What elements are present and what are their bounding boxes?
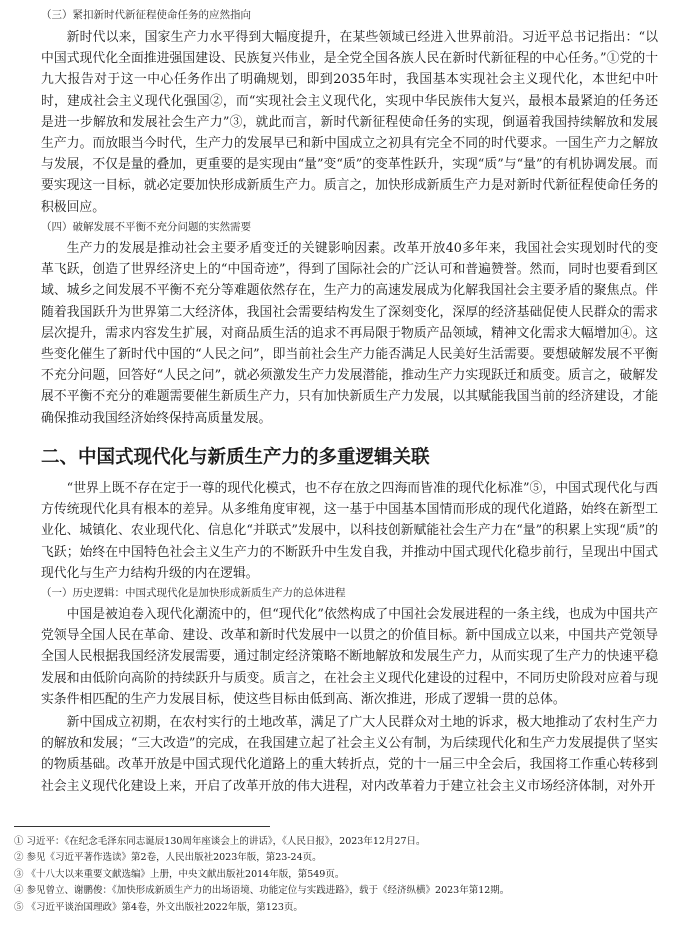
section-4-paragraph: 生产力的发展是推动社会主要矛盾变迁的关键影响因素。改革开放40多年来，我国社会实现划时代的变革飞跃，创造了世界经济史上的“中国奇迹”，得到了国际社会的广泛认可和普遍赞誉。然而，同时也要看到区域、城乡之间发展不平衡不充分等难题依然存在，生产力的高速发展成为化解我国社会主要矛盾的聚焦点。伴随着我国跃升为世界第二大经济体，我国社会需要结构发生了深刻变化，深厚的经济基础促使人民群众的需求层次提升，需求内容发生扩展，对商品质生活的追求不再局限于物质产品领域，精神文化需求大幅增加④。这些变化催生了新时代中国的“人民之问”，即当前社会生产力能否满足人民美好生活需要。要想破解发展不平衡不充分问题，回答好“人民之问”，就必须激发生产力发展潜能，推动生产力实现跃迁和质变。质言之，破解发展不平衡不充分的难题需要催生新质生产力，只有加快新质生产力发展，以其赋能我国当前的经济建设，才能确保推动我国经济始终保持高质量发展。 xyxy=(41,241,658,426)
section-3-paragraph: 新时代以来，国家生产力水平得到大幅度提升，在某些领域已经进入世界前沿。习近平总书记指出：“以中国式现代化全面推进强国建设、民族复兴伟业，是全党全国各族人民在新时代新征程的中心任务。”①党的十九大报告对于这一中心任务作出了明确规划，即到2035年时，我国基本实现社会主义现代化，本世纪中叶时，建成社会主义现代化强国②，而“实现社会主义现代化，实现中华民族伟大复兴，最根本最紧迫的任务还是进一步解放和发展社会生产力”③，就此而言，新时代新征程使命任务的实现，倒逼着我国持续解放和发展生产力。而放眼当今时代，生产力的发展早已和新中国成立之初具有完全不同的时代要求。一国生产力之解放与发展，不仅是量的叠加，更重要的是实现由“量”变“质”的变革性跃升，实现“质”与“量”的有机协调发展。而要实现这一目标，就必定要加快形成新质生产力。质言之，加快形成新质生产力是对新时代新征程使命任务的积极回应。 xyxy=(41,30,658,215)
section-heading-4: （四）破解发展不平衡不充分问题的实然需要 xyxy=(41,221,251,233)
footnote-5: ⑤ 《习近平谈治国理政》第4卷，外文出版社2022年版，第123页。 xyxy=(14,901,303,913)
footnote-list xyxy=(14,834,664,916)
footnote-1: ① 习近平：《在纪念毛泽东同志诞辰130周年座谈会上的讲话》，《人民日报》，2023年12月27日。 xyxy=(14,836,426,847)
part-2-intro-paragraph: “世界上既不存在定于一尊的现代化模式，也不存在放之四海而皆准的现代化标准”⑤，中国式现代化与西方传统现代化具有根本的差异。从多维角度审视，这一基于中国基本国情而形成的现代化道路，始终在新型工业化、城镇化、农业现代化、信息化“并联式”发展中，以科技创新赋能社会生产力在“量”的积累上实现“质”的飞跃；始终在中国特色社会主义生产力的不断跃升中生发自我，并推动中国式现代化稳步前行，呈现出中国式现代化与生产力结构升级的内在逻辑。 xyxy=(41,481,658,581)
section-heading-3: （三）紧扣新时代新征程使命任务的应然指向 xyxy=(41,9,251,21)
footnote-3: ③ 《十八大以来重要文献选编》上册，中央文献出版社2014年版，第549页。 xyxy=(14,868,345,880)
footnote-4: ④ 参见曾立、谢鹏俊：《加快形成新质生产力的出场语境、功能定位与实践进路》，载于《经济纵横》2023年第12期。 xyxy=(14,885,510,897)
subsection-1-paragraph-1: 中国是被迫卷入现代化潮流中的，但“现代化”依然构成了中国社会发展进程的一条主线，也成为中国共产党领导全国人民在革命、建设、改革和新时代发展中一以贯之的价值目标。新中国成立以来，中国共产党领导全国人民根据我国经济发展需要，通过制定经济策略不断地解放和发展生产力，从而实现了生产力的快速平稳发展和由低阶向高阶的持续跃升与质变。质言之，在社会主义现代化建设的过程中，不同历史阶段对应着与现实条件相匹配的生产力发展目标，使这些目标由低到高、渐次推进，形成了逻辑一贯的总体。 xyxy=(41,607,658,707)
footnote-2: ② 参见《习近平著作选读》第2卷，人民出版社2023年版，第23-24页。 xyxy=(14,852,322,864)
part-2-heading: 二、中国式现代化与新质生产力的多重逻辑关联 xyxy=(41,447,430,468)
footnote-divider xyxy=(14,826,270,827)
subsection-1-paragraph-2: 新中国成立初期，在农村实行的土地改革，满足了广大人民群众对土地的诉求，极大地推动了农村生产力的解放和发展；“三大改造”的完成，在我国建立起了社会主义公有制，为后续现代化和生产力发展提供了坚实的物质基础。改革开放是中国式现代化道路上的重大转折点，党的十一届三中全会后，我国将工作重心转移到社会主义现代化建设上来，开启了改革开放的伟大进程，对内改革着力于建立社会主义市场经济体制，对外开 xyxy=(41,715,658,794)
subsection-heading-1: （一）历史逻辑：中国式现代化是加快形成新质生产力的总体进程 xyxy=(41,587,346,599)
